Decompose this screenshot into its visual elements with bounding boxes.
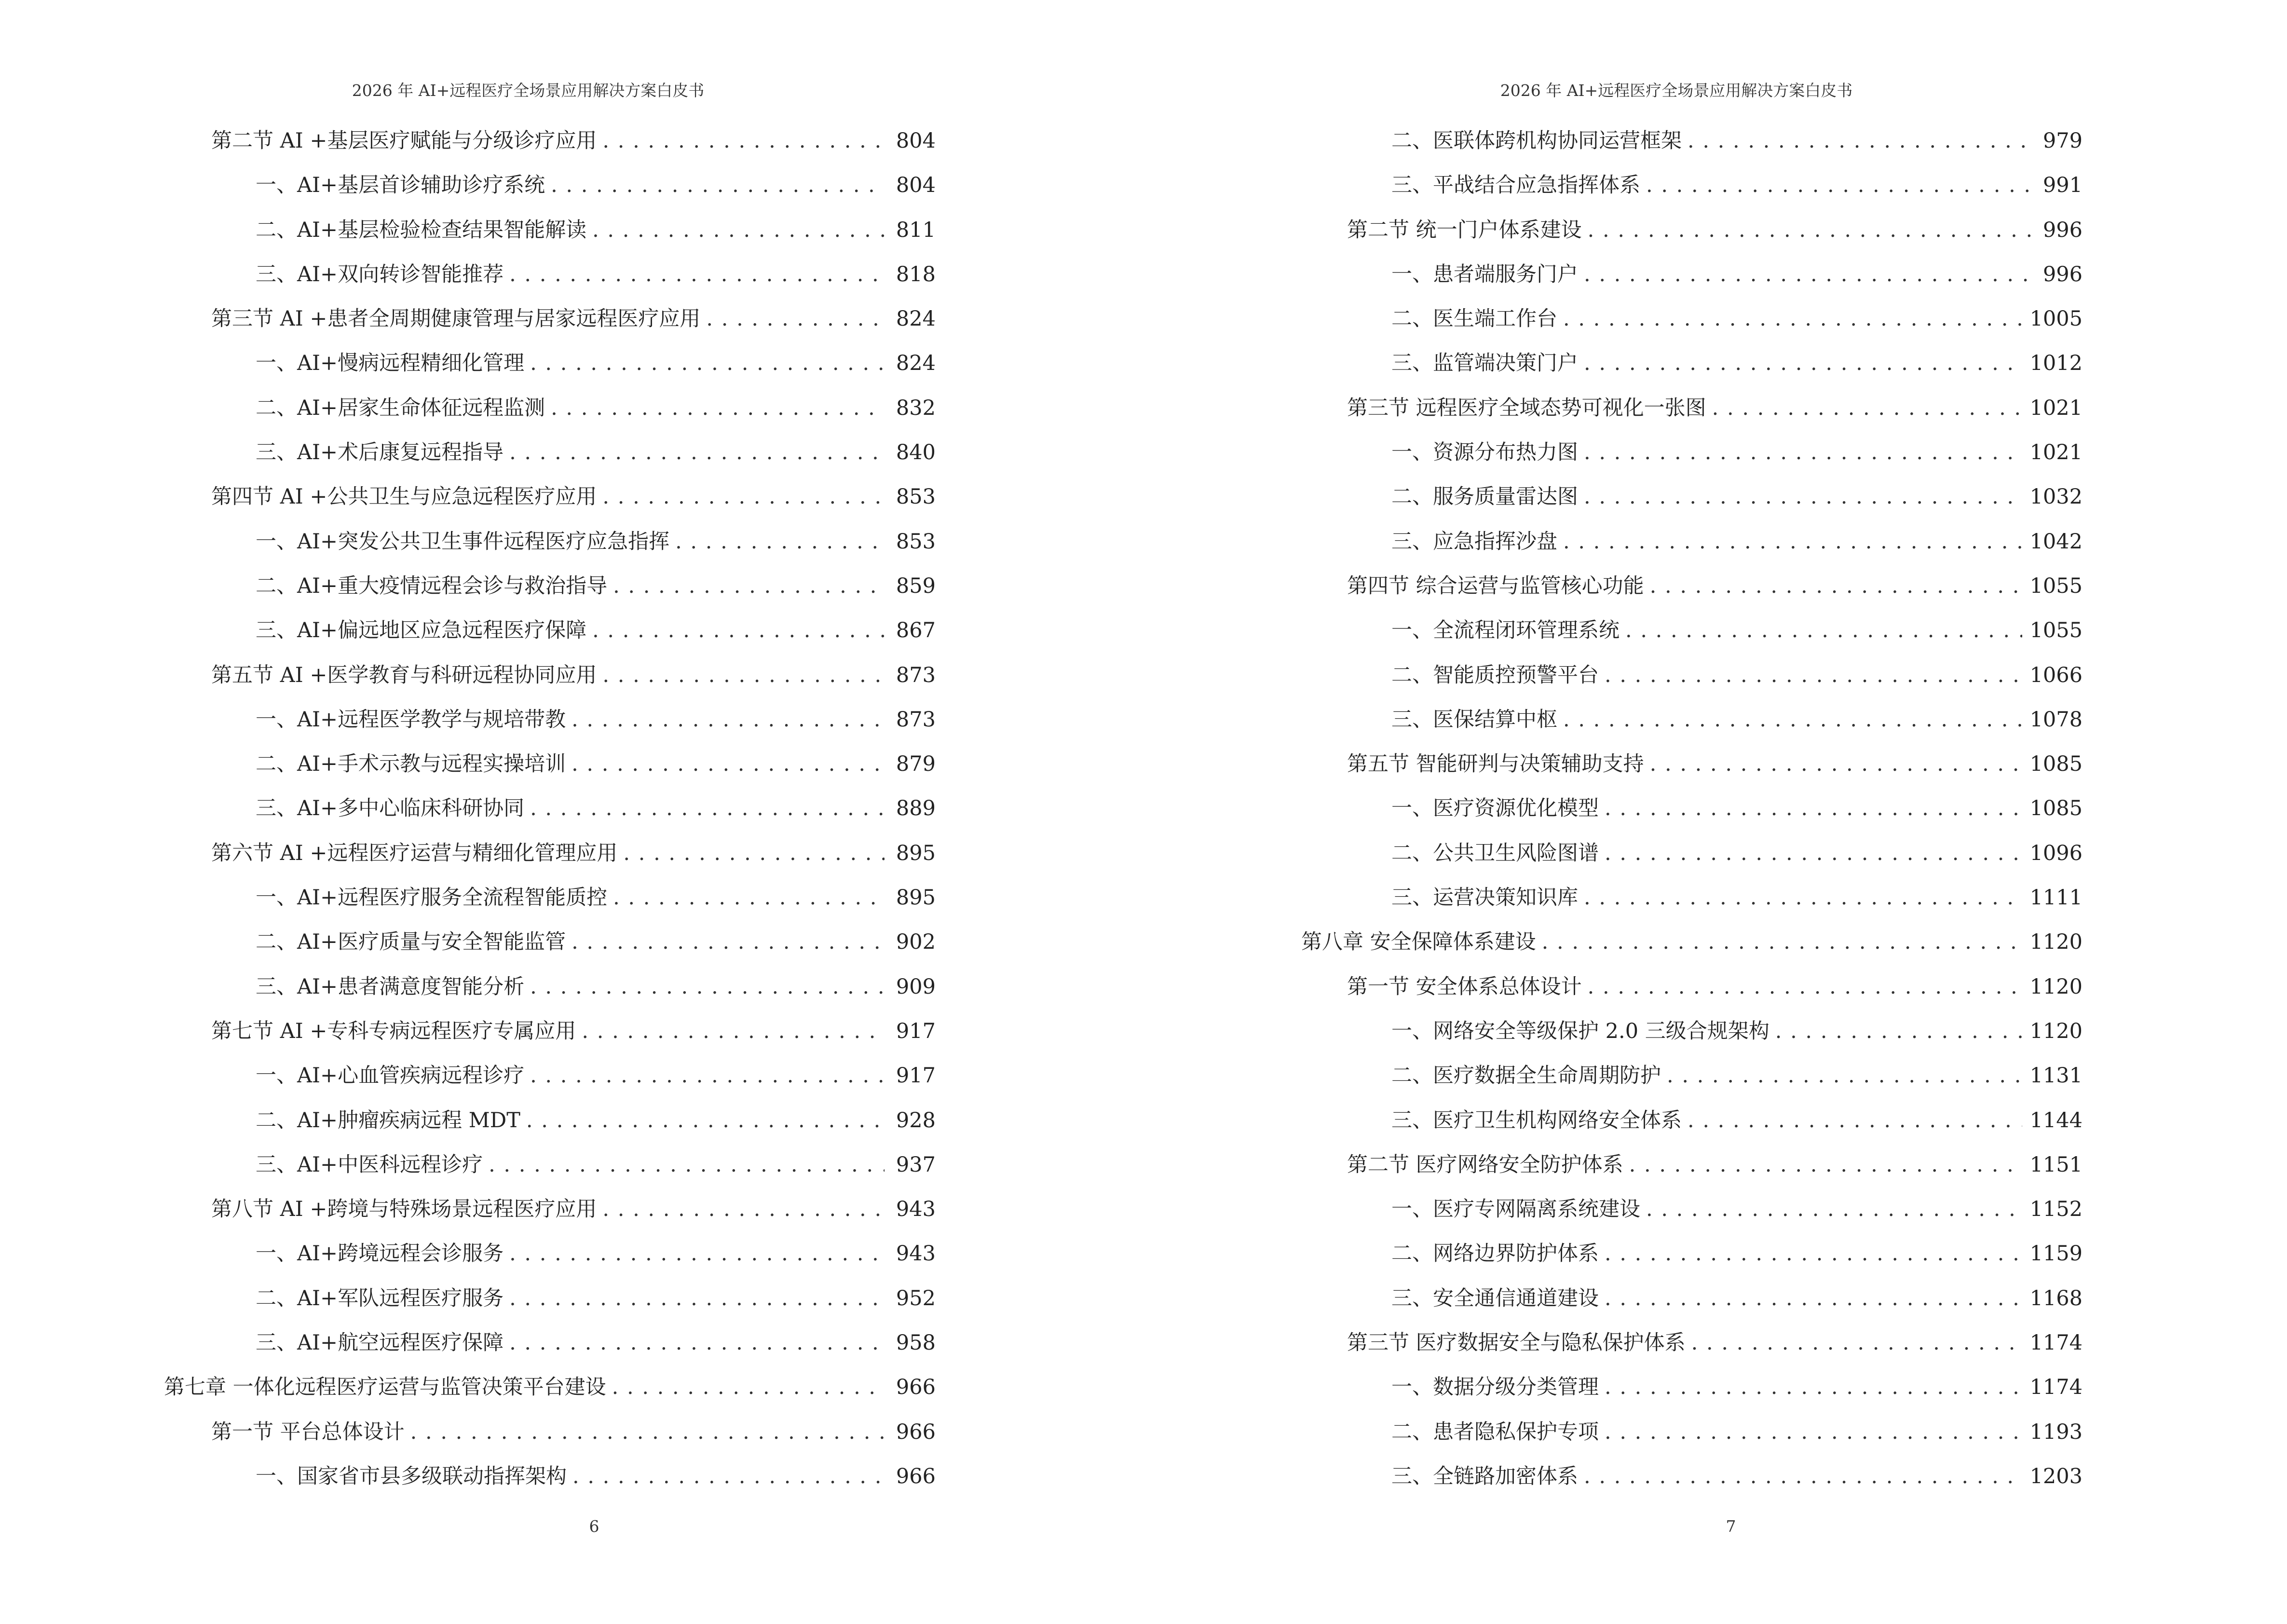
dot-leader (509, 430, 885, 475)
toc-entry-section[interactable] (1144, 965, 2185, 1009)
toc-entry-title: 三、安全通信通道建设 (1391, 1286, 1599, 1310)
toc-entry-title: 三、医保结算中枢 (1391, 707, 1557, 732)
dot-leader (1775, 1009, 2022, 1053)
toc-entry-page-number: 804 (896, 173, 936, 198)
dot-leader (1605, 1410, 2022, 1454)
toc-entry-title: 三、运营决策知识库 (1391, 886, 1578, 910)
toc-entry-page-number: 996 (2042, 218, 2083, 242)
toc-entry-section[interactable] (1144, 1321, 2185, 1365)
toc-entry-item[interactable] (0, 1276, 1042, 1321)
toc-entry-page-number: 824 (896, 307, 936, 331)
toc-entry-item[interactable] (0, 965, 1042, 1009)
toc-entry-page-number: 917 (896, 1064, 936, 1088)
dot-leader (1588, 208, 2031, 252)
toc-entry-title: 一、国家省市县多级联动指挥架构 (256, 1464, 567, 1488)
dot-leader (592, 208, 885, 252)
toc-entry-title: 一、AI+跨境远程会诊服务 (256, 1242, 504, 1266)
toc-entry-title: 二、AI+基层检验检查结果智能解读 (256, 218, 587, 242)
toc-entry-page-number: 958 (896, 1331, 936, 1355)
toc-entry-item[interactable] (1144, 1187, 2185, 1231)
toc-entry-page-number: 966 (896, 1464, 936, 1488)
dot-leader (1605, 1276, 2022, 1321)
toc-entry-page-number: 1111 (2029, 886, 2083, 910)
toc-entry-title: 第四节 综合运营与监管核心功能 (1347, 573, 1644, 598)
toc-entry-page-number: 1042 (2029, 529, 2083, 554)
page-number: 7 (1726, 1517, 1736, 1536)
dot-leader (1605, 786, 2022, 831)
table-of-contents (0, 119, 1042, 1499)
toc-entry-title: 一、全流程闭环管理系统 (1391, 618, 1620, 643)
dot-leader (1563, 519, 2022, 564)
toc-entry-page-number: 1021 (2029, 440, 2083, 465)
toc-entry-title: 第五节 智能研判与决策辅助支持 (1347, 752, 1644, 777)
toc-entry-page-number: 909 (896, 974, 936, 999)
dot-leader (675, 519, 885, 564)
toc-entry-item[interactable] (0, 430, 1042, 475)
dot-leader (526, 1098, 885, 1143)
toc-entry-page-number: 1066 (2029, 663, 2083, 687)
dot-leader (1688, 119, 2031, 163)
toc-entry-page-number: 1174 (2029, 1331, 2083, 1355)
toc-entry-section[interactable] (0, 475, 1042, 519)
toc-entry-item[interactable] (0, 697, 1042, 742)
dot-leader (551, 386, 885, 430)
dot-leader (602, 653, 885, 697)
toc-entry-chapter[interactable] (0, 1365, 1042, 1409)
toc-entry-item[interactable] (0, 1454, 1042, 1499)
toc-entry-title: 第八章 安全保障体系建设 (1301, 930, 1536, 955)
toc-entry-item[interactable] (0, 519, 1042, 564)
dot-leader (1584, 341, 2022, 385)
toc-entry-item[interactable] (1144, 1009, 2185, 1053)
toc-entry-section[interactable] (1144, 742, 2185, 786)
toc-entry-title: 第三节 医疗数据安全与隐私保护体系 (1347, 1331, 1686, 1355)
toc-entry-page-number: 853 (896, 485, 936, 509)
toc-entry-page-number: 1203 (2029, 1464, 2083, 1488)
toc-entry-title: 第三节 AI +患者全周期健康管理与居家远程医疗应用 (211, 307, 701, 331)
toc-entry-page-number: 1174 (2029, 1375, 2083, 1400)
toc-entry-item[interactable] (0, 564, 1042, 608)
toc-entry-page-number: 928 (896, 1108, 936, 1133)
dot-leader (509, 1321, 885, 1365)
toc-entry-item[interactable] (1144, 1231, 2185, 1276)
toc-entry-page-number: 902 (896, 930, 936, 955)
toc-entry-title: 第一节 平台总体设计 (211, 1419, 405, 1444)
dot-leader (602, 475, 885, 519)
toc-entry-page-number: 1055 (2029, 573, 2083, 598)
dot-leader (572, 1454, 885, 1499)
dot-leader (551, 163, 885, 207)
toc-entry-page-number: 1085 (2029, 796, 2083, 821)
toc-entry-item[interactable] (0, 742, 1042, 786)
toc-entry-page-number: 832 (896, 396, 936, 420)
toc-entry-title: 一、患者端服务门户 (1391, 262, 1578, 287)
toc-entry-title: 二、医疗数据全生命周期防护 (1391, 1064, 1661, 1088)
dot-leader (1605, 1231, 2022, 1276)
dot-leader (1542, 920, 2022, 964)
dot-leader (410, 1410, 885, 1454)
dot-leader (530, 341, 885, 385)
dot-leader (1584, 475, 2022, 519)
toc-entry-item[interactable] (1144, 163, 2185, 207)
toc-entry-page-number: 1012 (2029, 351, 2083, 376)
toc-entry-item[interactable] (0, 1053, 1042, 1098)
toc-entry-section[interactable] (0, 1410, 1042, 1454)
toc-entry-page-number: 991 (2042, 173, 2083, 198)
dot-leader (1584, 430, 2022, 475)
dot-leader (1691, 1321, 2022, 1365)
toc-entry-section[interactable] (0, 119, 1042, 163)
toc-entry-title: 二、网络边界防护体系 (1391, 1242, 1599, 1266)
toc-entry-title: 第四节 AI +公共卫生与应急远程医疗应用 (211, 485, 597, 509)
toc-entry-title: 一、AI+突发公共卫生事件远程医疗应急指挥 (256, 529, 670, 554)
toc-entry-chapter[interactable] (1144, 920, 2185, 964)
toc-entry-item[interactable] (1144, 786, 2185, 831)
toc-entry-title: 第三节 远程医疗全域态势可视化一张图 (1347, 396, 1706, 420)
toc-entry-item[interactable] (1144, 608, 2185, 653)
toc-entry-section[interactable] (1144, 208, 2185, 252)
toc-entry-title: 第五节 AI +医学教育与科研远程协同应用 (211, 663, 597, 687)
toc-entry-title: 二、AI+军队远程医疗服务 (256, 1286, 504, 1310)
toc-entry-page-number: 804 (896, 129, 936, 153)
toc-entry-page-number: 943 (896, 1242, 936, 1266)
toc-entry-item[interactable] (0, 163, 1042, 207)
toc-entry-title: 三、全链路加密体系 (1391, 1464, 1578, 1488)
dot-leader (1588, 965, 2022, 1009)
toc-entry-page-number: 1144 (2029, 1108, 2083, 1133)
toc-entry-title: 三、AI+偏远地区应急远程医疗保障 (256, 618, 587, 643)
toc-entry-page-number: 873 (896, 663, 936, 687)
toc-entry-title: 第二节 医疗网络安全防护体系 (1347, 1152, 1623, 1177)
dot-leader (613, 564, 885, 608)
toc-entry-section[interactable] (0, 1187, 1042, 1231)
dot-leader (602, 1187, 885, 1231)
toc-entry-item[interactable] (1144, 875, 2185, 920)
toc-entry-title: 三、AI+中医科远程诊疗 (256, 1152, 483, 1177)
toc-entry-title: 三、AI+多中心临床科研协同 (256, 796, 525, 821)
dot-leader (613, 875, 885, 920)
toc-entry-item[interactable] (1144, 341, 2185, 385)
toc-entry-item[interactable] (0, 608, 1042, 653)
dot-leader (623, 831, 885, 875)
toc-entry-title: 一、资源分布热力图 (1391, 440, 1578, 465)
toc-entry-title: 二、公共卫生风险图谱 (1391, 841, 1599, 865)
dot-leader (1584, 875, 2022, 920)
toc-entry-page-number: 937 (896, 1152, 936, 1177)
toc-entry-title: 二、AI+医疗质量与安全智能监管 (256, 930, 566, 955)
toc-entry-title: 一、AI+远程医学教学与规培带教 (256, 707, 566, 732)
dot-leader (1629, 1143, 2022, 1187)
running-header: 2026 年 AI+远程医疗全场景应用解决方案白皮书 (1500, 81, 1853, 100)
toc-entry-page-number: 1152 (2029, 1197, 2083, 1222)
toc-entry-page-number: 1005 (2029, 307, 2083, 331)
dot-leader (1650, 564, 2022, 608)
toc-entry-item[interactable] (0, 875, 1042, 920)
toc-entry-item[interactable] (0, 1143, 1042, 1187)
running-header: 2026 年 AI+远程医疗全场景应用解决方案白皮书 (352, 81, 705, 100)
toc-entry-title: 三、监管端决策门户 (1391, 351, 1578, 376)
toc-entry-item[interactable] (1144, 430, 2185, 475)
dot-leader (1563, 297, 2022, 341)
table-of-contents (1144, 119, 2185, 1499)
dot-leader (1584, 252, 2031, 297)
toc-entry-title: 三、平战结合应急指挥体系 (1391, 173, 1640, 198)
dot-leader (1625, 608, 2022, 653)
page-number: 6 (589, 1517, 599, 1536)
toc-entry-page-number: 818 (896, 262, 936, 287)
toc-entry-page-number: 879 (896, 752, 936, 777)
toc-entry-page-number: 1151 (2029, 1152, 2083, 1177)
toc-entry-item[interactable] (0, 786, 1042, 831)
toc-entry-item[interactable] (1144, 297, 2185, 341)
dot-leader (1646, 1187, 2022, 1231)
toc-entry-item[interactable] (1144, 475, 2185, 519)
dot-leader (1584, 1454, 2022, 1499)
dot-leader (706, 297, 885, 341)
dot-leader (489, 1143, 885, 1187)
toc-entry-title: 二、服务质量雷达图 (1391, 485, 1578, 509)
toc-entry-page-number: 853 (896, 529, 936, 554)
toc-entry-page-number: 1021 (2029, 396, 2083, 420)
toc-entry-page-number: 895 (896, 886, 936, 910)
toc-entry-section[interactable] (0, 1009, 1042, 1053)
toc-entry-item[interactable] (1144, 653, 2185, 697)
toc-entry-title: 二、医生端工作台 (1391, 307, 1557, 331)
toc-entry-title: 二、患者隐私保护专项 (1391, 1419, 1599, 1444)
toc-entry-page-number: 1032 (2029, 485, 2083, 509)
toc-entry-title: 二、AI+手术示教与远程实操培训 (256, 752, 566, 777)
toc-entry-page-number: 1193 (2029, 1419, 2083, 1444)
dot-leader (1605, 831, 2022, 875)
toc-entry-page-number: 979 (2042, 129, 2083, 153)
toc-entry-title: 三、医疗卫生机构网络安全体系 (1391, 1108, 1682, 1133)
dot-leader (572, 697, 885, 742)
toc-entry-title: 第二节 统一门户体系建设 (1347, 218, 1582, 242)
toc-entry-page-number: 1085 (2029, 752, 2083, 777)
dot-leader (602, 119, 885, 163)
toc-entry-title: 三、应急指挥沙盘 (1391, 529, 1557, 554)
toc-entry-page-number: 917 (896, 1019, 936, 1043)
dot-leader (1712, 386, 2022, 430)
toc-entry-title: 二、AI+居家生命体征远程监测 (256, 396, 545, 420)
toc-entry-page-number: 895 (896, 841, 936, 865)
toc-entry-page-number: 966 (896, 1419, 936, 1444)
toc-entry-page-number: 840 (896, 440, 936, 465)
toc-entry-title: 第一节 安全体系总体设计 (1347, 974, 1582, 999)
toc-entry-page-number: 966 (896, 1375, 936, 1400)
toc-entry-title: 一、AI+慢病远程精细化管理 (256, 351, 525, 376)
toc-entry-section[interactable] (1144, 564, 2185, 608)
toc-entry-item[interactable] (1144, 252, 2185, 297)
toc-entry-page-number: 996 (2042, 262, 2083, 287)
toc-entry-page-number: 952 (896, 1286, 936, 1310)
toc-entry-page-number: 824 (896, 351, 936, 376)
toc-entry-page-number: 873 (896, 707, 936, 732)
toc-entry-item[interactable] (0, 1098, 1042, 1143)
toc-entry-item[interactable] (1144, 1276, 2185, 1321)
toc-entry-item[interactable] (1144, 1410, 2185, 1454)
toc-entry-title: 二、智能质控预警平台 (1391, 663, 1599, 687)
toc-entry-title: 二、AI+重大疫情远程会诊与救治指导 (256, 573, 608, 598)
toc-entry-section[interactable] (0, 297, 1042, 341)
toc-entry-page-number: 1168 (2029, 1286, 2083, 1310)
toc-entry-page-number: 889 (896, 796, 936, 821)
dot-leader (1646, 163, 2031, 207)
dot-leader (530, 786, 885, 831)
toc-entry-item[interactable] (1144, 1365, 2185, 1409)
toc-entry-title: 二、AI+肿瘤疾病远程 MDT (256, 1108, 520, 1133)
toc-entry-page-number: 943 (896, 1197, 936, 1222)
right-page (1144, 0, 2287, 1624)
toc-entry-title: 一、AI+心血管疾病远程诊疗 (256, 1064, 525, 1088)
toc-entry-page-number: 1078 (2029, 707, 2083, 732)
toc-entry-section[interactable] (1144, 386, 2185, 430)
dot-leader (509, 252, 885, 297)
toc-entry-item[interactable] (0, 341, 1042, 385)
dot-leader (1605, 1365, 2022, 1409)
toc-entry-item[interactable] (0, 1231, 1042, 1276)
toc-entry-item[interactable] (1144, 119, 2185, 163)
toc-entry-title: 一、数据分级分类管理 (1391, 1375, 1599, 1400)
toc-entry-item[interactable] (0, 386, 1042, 430)
dot-leader (1688, 1098, 2022, 1143)
toc-entry-title: 一、医疗专网隔离系统建设 (1391, 1197, 1640, 1222)
toc-entry-item[interactable] (1144, 1053, 2185, 1098)
toc-entry-section[interactable] (0, 653, 1042, 697)
toc-entry-title: 第二节 AI +基层医疗赋能与分级诊疗应用 (211, 129, 597, 153)
toc-entry-title: 一、医疗资源优化模型 (1391, 796, 1599, 821)
toc-entry-page-number: 1120 (2029, 1019, 2083, 1043)
toc-entry-title: 第七章 一体化远程医疗运营与监管决策平台建设 (164, 1375, 606, 1400)
dot-leader (509, 1276, 885, 1321)
toc-entry-title: 三、AI+术后康复远程指导 (256, 440, 504, 465)
dot-leader (1650, 742, 2022, 786)
toc-entry-page-number: 1055 (2029, 618, 2083, 643)
toc-entry-item[interactable] (1144, 1098, 2185, 1143)
dot-leader (530, 965, 885, 1009)
dot-leader (1605, 653, 2022, 697)
toc-entry-title: 一、网络安全等级保护 2.0 三级合规架构 (1391, 1019, 1770, 1043)
toc-entry-title: 二、医联体跨机构协同运营框架 (1391, 129, 1682, 153)
dot-leader (572, 742, 885, 786)
toc-entry-item[interactable] (1144, 697, 2185, 742)
toc-entry-item[interactable] (0, 252, 1042, 297)
toc-entry-item[interactable] (0, 1321, 1042, 1365)
toc-entry-page-number: 1131 (2029, 1064, 2083, 1088)
dot-leader (582, 1009, 885, 1053)
dot-leader (509, 1231, 885, 1276)
toc-entry-item[interactable] (0, 920, 1042, 964)
toc-entry-title: 三、AI+双向转诊智能推荐 (256, 262, 504, 287)
toc-entry-page-number: 859 (896, 573, 936, 598)
toc-entry-title: 一、AI+远程医疗服务全流程智能质控 (256, 886, 608, 910)
dot-leader (592, 608, 885, 653)
toc-entry-page-number: 1120 (2029, 974, 2083, 999)
toc-entry-title: 三、AI+航空远程医疗保障 (256, 1331, 504, 1355)
toc-entry-section[interactable] (1144, 1143, 2185, 1187)
dot-leader (612, 1365, 885, 1409)
toc-entry-item[interactable] (1144, 831, 2185, 875)
toc-entry-item[interactable] (1144, 1454, 2185, 1499)
toc-entry-item[interactable] (1144, 519, 2185, 564)
toc-entry-page-number: 1159 (2029, 1242, 2083, 1266)
dot-leader (1667, 1053, 2022, 1098)
toc-entry-title: 一、AI+基层首诊辅助诊疗系统 (256, 173, 545, 198)
dot-leader (530, 1053, 885, 1098)
toc-entry-page-number: 811 (896, 218, 936, 242)
toc-entry-page-number: 867 (896, 618, 936, 643)
toc-entry-page-number: 1096 (2029, 841, 2083, 865)
toc-entry-title: 第八节 AI +跨境与特殊场景远程医疗应用 (211, 1197, 597, 1222)
dot-leader (572, 920, 885, 964)
toc-entry-title: 第七节 AI +专科专病远程医疗专属应用 (211, 1019, 576, 1043)
toc-entry-item[interactable] (0, 208, 1042, 252)
toc-entry-title: 第六节 AI +远程医疗运营与精细化管理应用 (211, 841, 618, 865)
toc-entry-title: 三、AI+患者满意度智能分析 (256, 974, 525, 999)
dot-leader (1563, 697, 2022, 742)
toc-entry-section[interactable] (0, 831, 1042, 875)
toc-entry-page-number: 1120 (2029, 930, 2083, 955)
